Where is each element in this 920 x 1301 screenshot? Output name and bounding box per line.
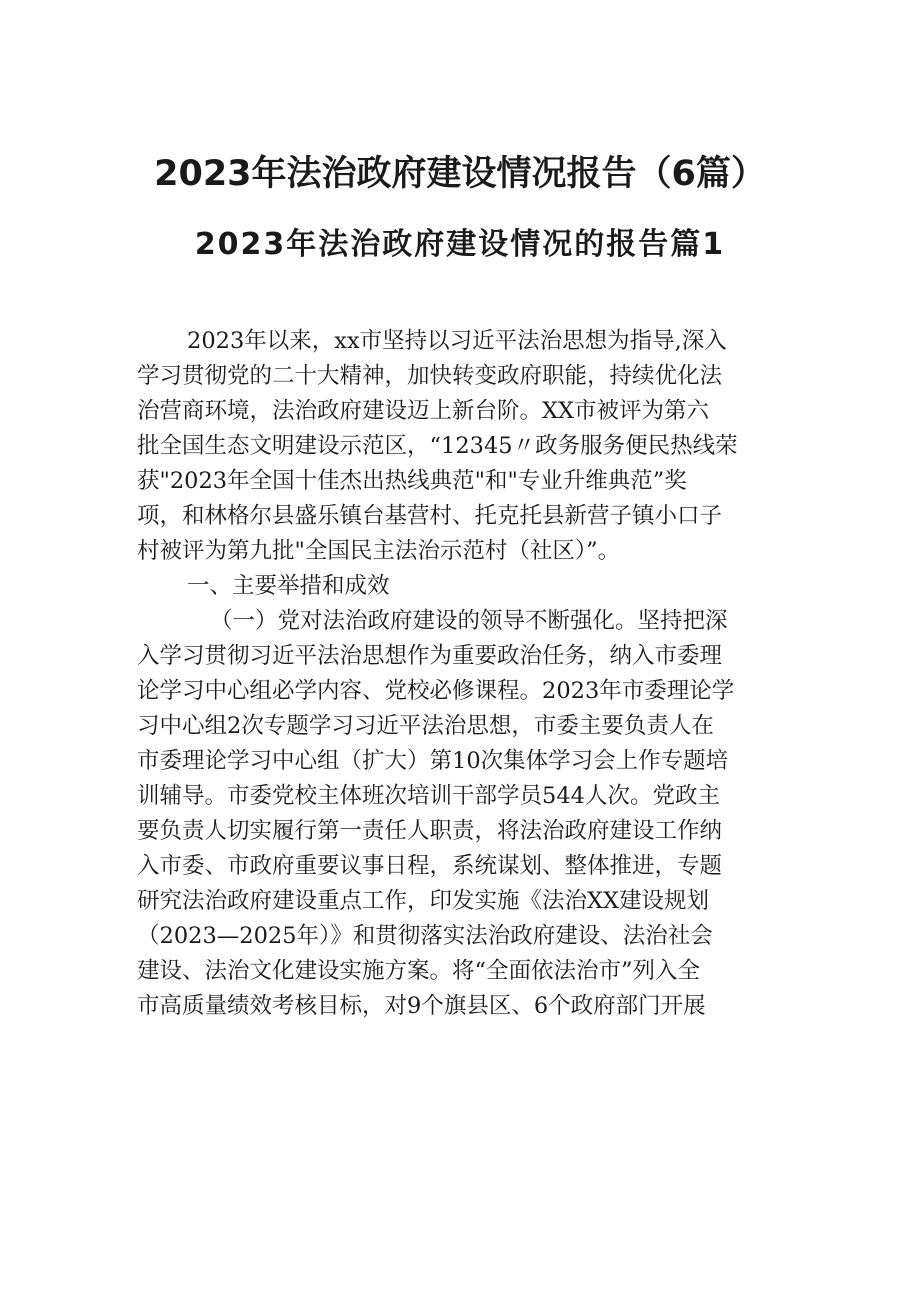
body-line: 批全国生态文明建设示范区，“12345〃政务服务便民热线荣 — [137, 433, 738, 459]
body-line: 市委理论学习中心组（扩大）第10次集体学习会上作专题培 — [137, 748, 729, 774]
body-line: 2023年以来，xx市坚持以习近平法治思想为指导,深入 — [187, 328, 727, 354]
body-line: 论学习中心组必学内容、党校必修课程。2023年市委理论学 — [137, 678, 735, 704]
section-heading: 一、主要举措和成效 — [187, 573, 390, 599]
body-line: 获"2023年全国十佳杰出热线典范"和"专业升维典范”奖 — [137, 468, 687, 494]
body-line: 入市委、市政府重要议事日程，系统谋划、整体推进，专题 — [137, 853, 723, 879]
body-line: 项，和林格尔县盛乐镇台基营村、托克托县新营子镇小口子 — [137, 503, 723, 529]
body-line: 村被评为第九批"全国民主法治示范村（社区）”。 — [137, 538, 621, 564]
body-line: （2023—2025年）》和贯彻落实法治政府建设、法治社会 — [137, 923, 713, 949]
body-line: 训辅导。市委党校主体班次培训干部学员544人次。党政主 — [137, 783, 720, 809]
body-line: （一）党对法治政府建设的领导不断强化。坚持把深 — [210, 608, 728, 634]
body-line: 习中心组2次专题学习习近平法治思想，市委主要负责人在 — [137, 713, 714, 739]
body-line: 入学习贯彻习近平法治思想作为重要政治任务，纳入市委理 — [137, 643, 723, 669]
body-line: 学习贯彻党的二十大精神，加快转变政府职能，持续优化法 — [137, 363, 723, 389]
document-title: 2023年法治政府建设情况报告（6篇） — [154, 154, 766, 194]
body-line: 研究法治政府建设重点工作，印发实施《法治XX建设规划 — [137, 888, 710, 914]
body-line: 建设、法治文化建设实施方案。将“全面依法治市”列入全 — [137, 958, 701, 984]
body-line: 市高质量绩效考核目标，对9个旗县区、6个政府部门开展 — [137, 993, 706, 1019]
body-line: 要负责人切实履行第一责任人职责，将法治政府建设工作纳 — [137, 818, 723, 844]
section-title: 2023年法治政府建设情况的报告篇1 — [194, 227, 726, 262]
body-line: 治营商环境，法治政府建设迈上新台阶。XX市被评为第六 — [137, 398, 710, 424]
